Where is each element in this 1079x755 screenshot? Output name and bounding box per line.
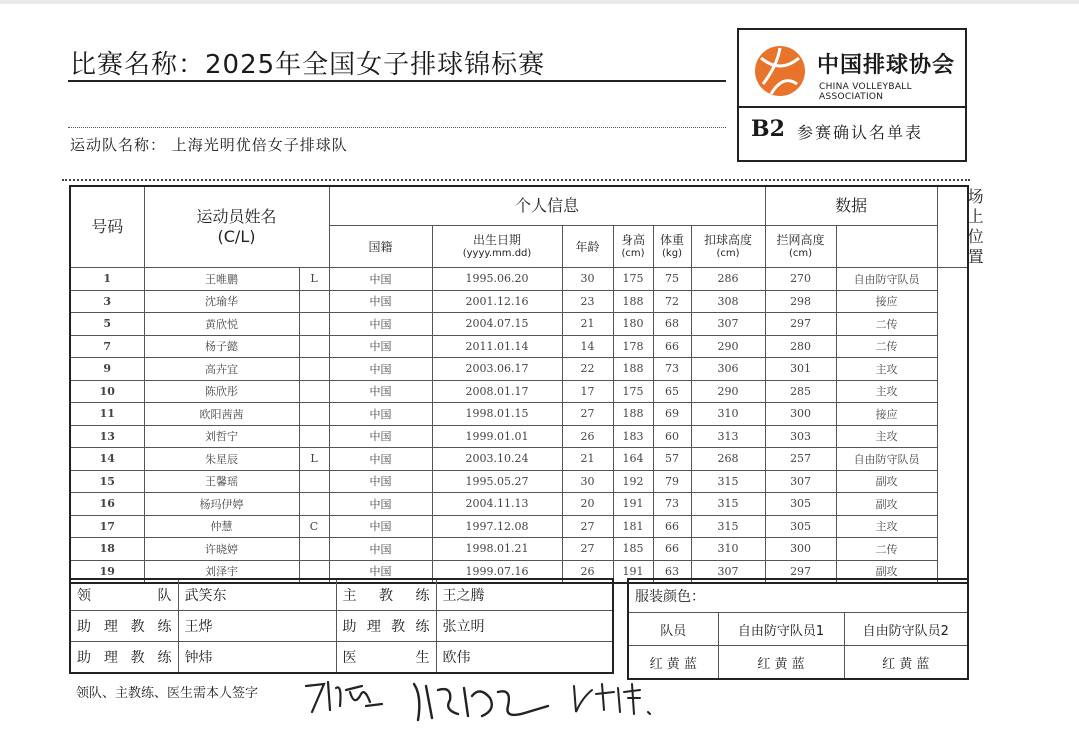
uniform-player-label: 队员 [628,613,718,646]
player-block-height: 305 [765,515,836,538]
player-nationality: 中国 [329,358,432,381]
player-height: 188 [613,358,653,381]
player-height: 188 [613,290,653,313]
player-height: 191 [613,493,653,516]
player-captain-libero: C [299,515,329,538]
player-number: 14 [70,448,144,471]
player-number: 3 [70,290,144,313]
player-age: 27 [562,538,613,561]
handwritten-signature [302,676,392,722]
player-name: 许晓婷 [144,538,299,561]
player-block-height: 297 [765,313,836,336]
player-birthdate: 2001.12.16 [432,290,562,313]
player-captain-libero [299,290,329,313]
header-block [765,226,836,268]
player-number: 19 [70,560,144,583]
player-captain-libero [299,425,329,448]
player-number: 1 [70,268,144,291]
player-number: 10 [70,380,144,403]
header-name-cl: (C/L) [217,227,256,246]
header-spike-unit: (cm) [716,247,740,259]
player-age: 21 [562,448,613,471]
player-block-height: 257 [765,448,836,471]
player-height: 181 [613,515,653,538]
player-birthdate: 1995.05.27 [432,470,562,493]
assistant-coach-name: 钟炜 [178,642,336,674]
header-spike [691,226,765,268]
player-number: 11 [70,403,144,426]
player-spike-height: 290 [691,335,765,358]
header-name-label: 运动员姓名 [196,207,277,226]
player-height: 178 [613,335,653,358]
title-underline [68,80,726,82]
player-position: 主攻 [836,358,937,381]
player-nationality: 中国 [329,335,432,358]
player-birthdate: 1999.01.01 [432,425,562,448]
player-block-height: 300 [765,403,836,426]
player-birthdate: 2004.11.13 [432,493,562,516]
player-age: 30 [562,470,613,493]
player-age: 27 [562,515,613,538]
player-spike-height: 306 [691,358,765,381]
player-height: 180 [613,313,653,336]
player-captain-libero [299,313,329,336]
player-name: 王唯鹏 [144,268,299,291]
roster-table [69,185,984,584]
player-captain-libero [299,493,329,516]
player-age: 30 [562,268,613,291]
uniform-libero1-label: 自由防守队员1 [718,613,844,646]
dotted-divider [68,127,726,128]
player-birthdate: 2011.01.14 [432,335,562,358]
player-age: 26 [562,560,613,583]
header-height-label: 身高 [621,232,646,247]
player-captain-libero: L [299,268,329,291]
player-number: 15 [70,470,144,493]
header-block-unit: (cm) [789,247,813,259]
player-captain-libero [299,403,329,426]
scan-top-edge [0,0,1079,4]
player-spike-height: 315 [691,493,765,516]
player-captain-libero [299,335,329,358]
header-weight-label: 体重 [660,232,685,247]
header-weight-unit: (kg) [662,247,682,259]
player-age: 22 [562,358,613,381]
player-spike-height: 307 [691,313,765,336]
player-spike-height: 315 [691,470,765,493]
head-coach-name: 王之腾 [436,579,613,611]
player-name: 高卉宜 [144,358,299,381]
player-name: 沈瑜华 [144,290,299,313]
player-birthdate: 2004.07.15 [432,313,562,336]
staff-table [69,578,614,674]
player-position: 主攻 [836,515,937,538]
player-position: 二传 [836,335,937,358]
header-age: 年龄 [562,226,613,268]
player-block-height: 285 [765,380,836,403]
player-position: 二传 [836,538,937,561]
header-nationality: 国籍 [329,226,432,268]
player-birthdate: 2003.06.17 [432,358,562,381]
header-weight [653,226,691,268]
player-number: 18 [70,538,144,561]
team-name: 运动队名称： 上海光明优倍女子排球队 [70,136,348,154]
assistant-coach-label: 助理教练 [336,611,436,642]
player-captain-libero: L [299,448,329,471]
table-row [70,335,968,358]
doctor-name: 欧伟 [436,642,613,674]
player-birthdate: 2003.10.24 [432,448,562,471]
player-birthdate: 1995.06.20 [432,268,562,291]
signature-note: 领队、主教练、医生需本人签字 [76,686,259,701]
player-captain-libero [299,470,329,493]
header-birth-format: (yyyy.mm.dd) [462,247,532,259]
player-height: 183 [613,425,653,448]
logo-box-divider [739,106,965,108]
uniform-libero1-colors: 红 黄 蓝 [718,646,844,680]
player-spike-height: 313 [691,425,765,448]
player-nationality: 中国 [329,538,432,561]
doctor-label: 医生 [336,642,436,674]
header-height-unit: (cm) [621,247,645,259]
player-birthdate: 1999.07.16 [432,560,562,583]
form-name: 参赛确认名单表 [797,123,924,142]
player-name: 杨玛伊婷 [144,493,299,516]
player-captain-libero [299,358,329,381]
player-number: 9 [70,358,144,381]
table-row [70,403,968,426]
player-spike-height: 308 [691,290,765,313]
player-nationality: 中国 [329,313,432,336]
player-weight: 73 [653,358,691,381]
assistant-coach-name: 张立明 [436,611,613,642]
player-captain-libero [299,538,329,561]
player-weight: 75 [653,268,691,291]
header-block-label: 拦网高度 [776,232,825,247]
player-block-height: 305 [765,493,836,516]
assistant-coach-name: 王烨 [178,611,336,642]
player-position: 接应 [836,290,937,313]
player-weight: 66 [653,335,691,358]
header-birth-label: 出生日期 [473,232,522,247]
header-data: 数据 [765,186,937,226]
player-weight: 66 [653,515,691,538]
player-height: 164 [613,448,653,471]
table-row [70,538,968,561]
player-nationality: 中国 [329,515,432,538]
player-number: 13 [70,425,144,448]
player-age: 20 [562,493,613,516]
association-logo-box [737,28,967,162]
player-height: 185 [613,538,653,561]
player-weight: 73 [653,493,691,516]
player-nationality: 中国 [329,403,432,426]
player-position: 主攻 [836,380,937,403]
player-name: 刘哲宁 [144,425,299,448]
player-spike-height: 290 [691,380,765,403]
player-age: 17 [562,380,613,403]
player-position: 自由防守队员 [836,268,937,291]
player-block-height: 280 [765,335,836,358]
player-nationality: 中国 [329,268,432,291]
player-nationality: 中国 [329,493,432,516]
uniform-libero2-colors: 红 黄 蓝 [844,646,968,680]
header-birth [432,226,562,268]
player-captain-libero [299,380,329,403]
player-spike-height: 310 [691,403,765,426]
player-name: 杨子懿 [144,335,299,358]
player-spike-height: 268 [691,448,765,471]
uniform-color-table [627,578,969,680]
player-position: 接应 [836,403,937,426]
player-name: 王馨瑶 [144,470,299,493]
player-name: 仲慧 [144,515,299,538]
player-name: 黄欣悦 [144,313,299,336]
player-position: 自由防守队员 [836,448,937,471]
player-weight: 79 [653,470,691,493]
table-row [70,290,968,313]
table-row [70,425,968,448]
player-weight: 68 [653,313,691,336]
association-name-en: CHINA VOLLEYBALL ASSOCIATION [819,82,912,102]
competition-title: 比赛名称：2025年全国女子排球锦标赛 [70,50,546,80]
player-age: 23 [562,290,613,313]
table-row [70,268,968,291]
player-name: 刘泽宇 [144,560,299,583]
player-birthdate: 1998.01.15 [432,403,562,426]
header-number: 号码 [70,186,144,268]
player-birthdate: 1998.01.21 [432,538,562,561]
head-coach-label: 主教练 [336,579,436,611]
player-weight: 72 [653,290,691,313]
player-number: 7 [70,335,144,358]
player-weight: 60 [653,425,691,448]
uniform-libero2-label: 自由防守队员2 [844,613,968,646]
player-block-height: 270 [765,268,836,291]
uniform-player-colors: 红 黄 蓝 [628,646,718,680]
player-block-height: 307 [765,470,836,493]
player-weight: 63 [653,560,691,583]
player-weight: 69 [653,403,691,426]
table-row [70,448,968,471]
dotted-divider-long [62,179,970,181]
player-nationality: 中国 [329,425,432,448]
player-position: 副攻 [836,470,937,493]
player-age: 27 [562,403,613,426]
player-position: 主攻 [836,425,937,448]
table-row [70,358,968,381]
player-age: 21 [562,313,613,336]
table-row [70,380,968,403]
player-number: 16 [70,493,144,516]
player-height: 175 [613,268,653,291]
header-height [613,226,653,268]
header-name [144,186,329,268]
form-code: B2 [751,116,785,142]
player-nationality: 中国 [329,290,432,313]
player-block-height: 300 [765,538,836,561]
table-row [70,493,968,516]
player-spike-height: 307 [691,560,765,583]
player-number: 17 [70,515,144,538]
assistant-coach-label: 助理教练 [70,611,178,642]
player-block-height: 297 [765,560,836,583]
player-position: 副攻 [836,560,937,583]
player-age: 14 [562,335,613,358]
player-name: 陈欣彤 [144,380,299,403]
player-height: 188 [613,403,653,426]
handwritten-signature [408,676,558,728]
player-nationality: 中国 [329,448,432,471]
player-number: 5 [70,313,144,336]
player-height: 192 [613,470,653,493]
player-age: 26 [562,425,613,448]
player-weight: 65 [653,380,691,403]
player-weight: 57 [653,448,691,471]
player-spike-height: 310 [691,538,765,561]
leader-label: 领队 [70,579,178,611]
player-nationality: 中国 [329,560,432,583]
handwritten-signature [568,676,658,722]
player-birthdate: 2008.01.17 [432,380,562,403]
table-row [70,313,968,336]
player-nationality: 中国 [329,470,432,493]
player-block-height: 303 [765,425,836,448]
player-block-height: 298 [765,290,836,313]
player-position: 二传 [836,313,937,336]
volleyball-logo-icon [753,44,807,98]
player-height: 175 [613,380,653,403]
association-name-cn: 中国排球协会 [817,53,956,78]
player-block-height: 301 [765,358,836,381]
player-position: 副攻 [836,493,937,516]
assistant-coach-label: 助理教练 [70,642,178,674]
player-name: 欧阳茜茜 [144,403,299,426]
player-birthdate: 1997.12.08 [432,515,562,538]
header-personal-info: 个人信息 [329,186,765,226]
player-spike-height: 315 [691,515,765,538]
header-position: 场上位置 [937,186,968,268]
table-row [70,515,968,538]
uniform-color-title: 服装颜色： [628,579,968,613]
player-weight: 66 [653,538,691,561]
player-spike-height: 286 [691,268,765,291]
player-name: 朱星辰 [144,448,299,471]
roster-body [70,268,968,584]
player-height: 191 [613,560,653,583]
leader-name: 武笑东 [178,579,336,611]
table-row [70,470,968,493]
header-spike-label: 扣球高度 [704,232,753,247]
player-nationality: 中国 [329,380,432,403]
